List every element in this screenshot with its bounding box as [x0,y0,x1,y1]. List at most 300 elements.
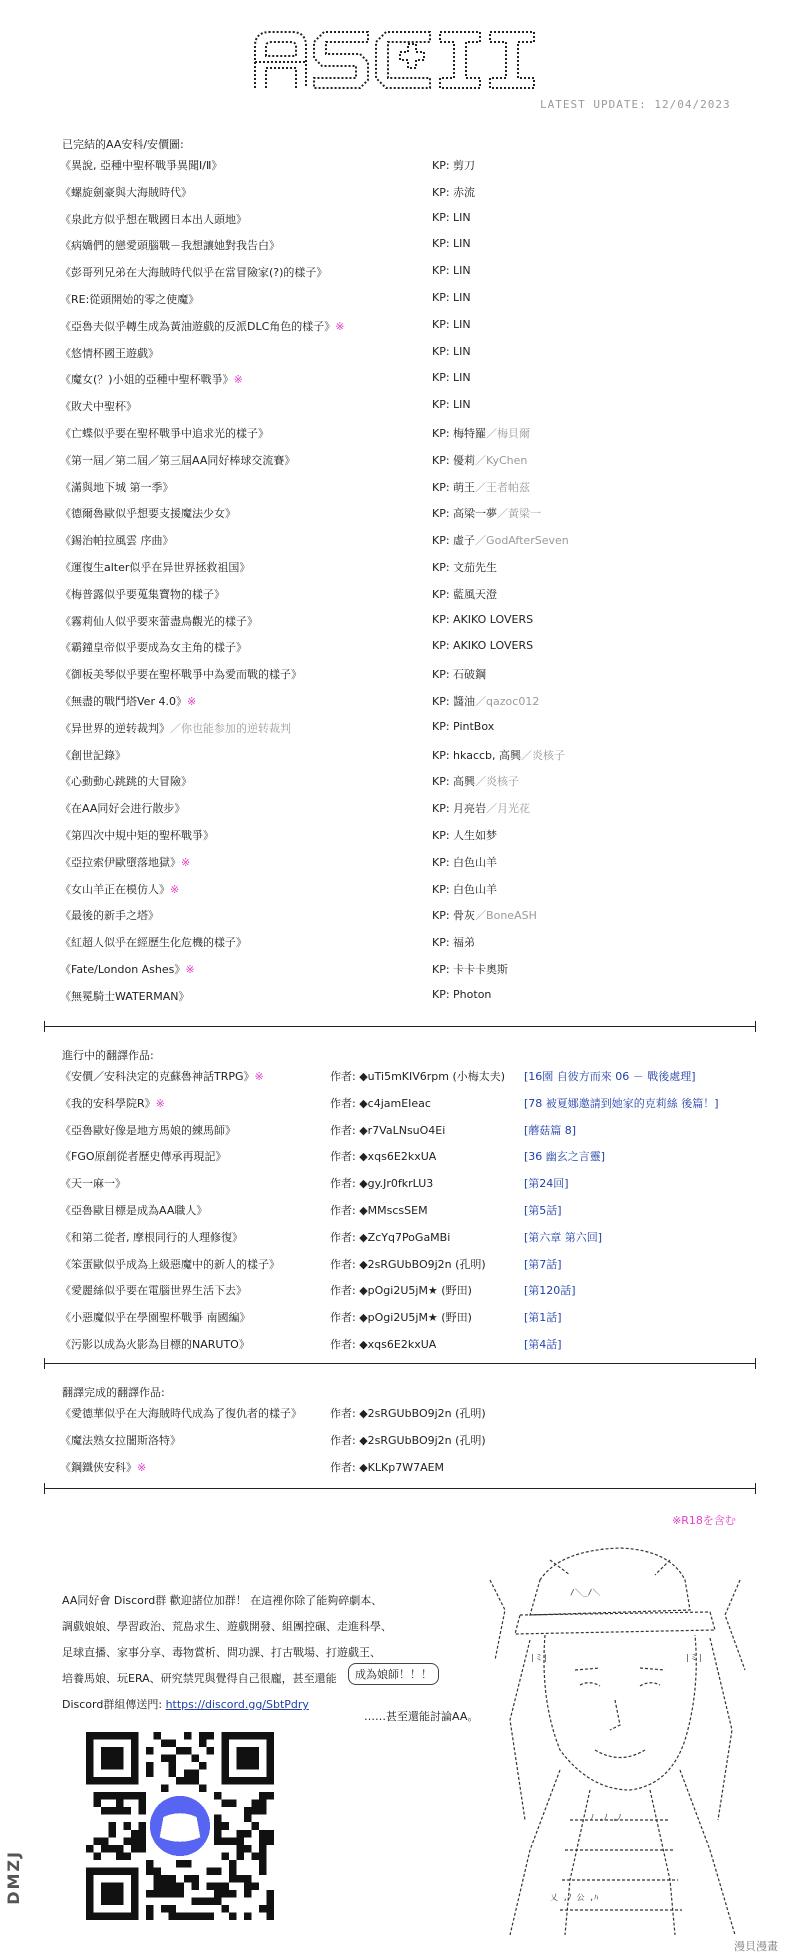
chapter-link[interactable]: [第24回] [524,1177,569,1191]
kp-main: KP: 石破鋼 [432,668,487,682]
qr-module [184,1860,192,1868]
qr-module [94,1852,102,1860]
ascii-art-character [470,1520,770,1940]
discord-link[interactable]: https://discord.gg/SbtPdry [165,1698,309,1711]
kp-main: KP: 白色山羊 [432,882,498,896]
qr-module [244,1912,252,1920]
qr-module [124,1792,132,1800]
work-title[interactable] [60,1068,264,1084]
kp-main: KP: LIN [432,291,471,304]
work-title-text: 《無冕騎士WATERMAN》 [60,989,190,1003]
list-item [60,747,760,767]
qr-module [124,1837,132,1845]
divider [44,1026,756,1027]
qr-finder-core [101,1882,124,1905]
qr-module [131,1792,139,1800]
qr-module [94,1792,102,1800]
qr-module [244,1815,252,1823]
qr-module [244,1830,252,1838]
work-title-text: 《在AA同好会进行散步》 [60,802,186,816]
qr-module [146,1770,154,1778]
qr-module [229,1912,237,1920]
qr-module [116,1800,124,1808]
qr-module [259,1905,267,1913]
qr-module [131,1830,139,1838]
work-title[interactable] [60,1405,302,1421]
qr-module [229,1890,237,1898]
kp-alias: ／王者帕茲 [475,480,531,494]
work-title-text: 《異說, 亞種中聖杯戰爭異聞Ⅰ/Ⅱ》 [60,159,223,172]
chapter-link[interactable]: [第7話] [524,1257,562,1271]
list-item [60,1229,760,1249]
list-item [60,773,760,793]
work-title[interactable] [60,773,192,789]
work-title[interactable] [60,961,195,977]
qr-module [266,1792,274,1800]
work-title-text: 《最後的新手之塔》 [60,909,159,923]
work-title[interactable] [60,318,345,334]
discord-logo-face [160,1813,201,1842]
qr-module [199,1912,207,1920]
qr-module [131,1837,139,1845]
qr-module [139,1837,147,1845]
work-title[interactable] [60,800,185,816]
r18-note: ※R18を含む [672,1514,736,1527]
kp-main: KP: 白色山羊 [432,855,498,869]
work-title-text: 《泉此方似乎想在戰國日本出人頭地》 [60,212,247,226]
speech-bubble: 成為娘師！！！ [348,1663,439,1685]
work-title[interactable] [60,1432,181,1448]
qr-module [176,1882,184,1890]
work-title[interactable] [60,934,247,950]
qr-module [266,1890,274,1898]
qr-module [101,1845,109,1853]
qr-module [221,1882,229,1890]
kp-main: KP: 梅特羅 [432,427,487,440]
kp-name [432,773,519,789]
work-title[interactable] [60,613,258,629]
qr-module [176,1912,184,1920]
qr-module [109,1830,117,1838]
qr-module [221,1800,229,1808]
work-title[interactable] [60,747,126,763]
kp-name [432,479,530,495]
kp-name [432,800,530,816]
qr-module [206,1867,214,1875]
qr-module [169,1762,177,1770]
qr-module [169,1755,177,1763]
qr-module [94,1800,102,1808]
qr-module [101,1807,109,1815]
list-item [60,157,760,177]
kp-alias: ／BoneASH [475,909,537,923]
kp-alias: ／炎核子 [521,748,566,762]
work-title-text: 《愛德華似乎在大海賊時代成為了復仇者的樣子》 [60,1407,302,1420]
kp-main: KP: 骨灰 [432,909,476,923]
kp-name [432,211,471,224]
work-title[interactable] [60,345,159,361]
qr-module [251,1882,259,1890]
kp-main: KP: 月亮岩 [432,802,487,816]
qr-module [139,1792,147,1800]
author-name: 作者: ◆r7VaLNsuO4Ei [330,1123,446,1137]
work-title-text: 《FGO原創從者歷史傳承再現記》 [60,1150,227,1164]
chapter-link[interactable]: [78 被夏娜邀請到她家的克莉絲 後篇！] [524,1096,719,1110]
qr-module [154,1875,162,1883]
work-title-note: ／你也能参加的逆转裁判 [170,721,291,735]
kp-main: KP: 高興 [432,775,476,789]
qr-module [139,1822,147,1830]
qr-module [184,1747,192,1755]
kp-main: KP: 人生如梦 [432,829,498,842]
kp-main: KP: hkaccb, 高興 [432,748,522,762]
qr-module [154,1882,162,1890]
work-title-text: 《安價／安科決定的克蘇魯神話TRPG》 [60,1070,255,1083]
work-title[interactable] [60,452,295,468]
work-title[interactable] [60,1122,236,1138]
work-title-text: 《御板美琴似乎要在聖杯戰爭中為愛而戰的樣子》 [60,668,302,682]
chapter-link[interactable]: [16園 自彼方而來 06 － 戰後處理] [524,1070,696,1083]
list-item [60,1309,760,1329]
work-title[interactable] [60,371,243,387]
work-title-text: 《心動動心跳跳的大冒險》 [60,775,192,789]
chapter-link[interactable]: [第120話] [524,1284,576,1298]
work-title-text: 《梅普露似乎要蒐集寶物的樣子》 [60,587,225,601]
list-item [60,452,760,472]
work-title[interactable] [60,1309,251,1325]
kp-name [432,452,527,468]
work-title-text: 《第四次中規中矩的聖杯戰爭》 [60,829,214,842]
work-title[interactable] [60,827,214,843]
work-title-text: 《魔女(？)小姐的亞種中聖杯戰爭》 [60,373,234,387]
work-title[interactable] [60,157,222,173]
qr-module [244,1807,252,1815]
work-title[interactable] [60,1256,280,1272]
kp-main: KP: AKIKO LOVERS [432,612,534,626]
kp-alias: ／GodAfterSeven [475,534,569,548]
kp-name [432,747,565,763]
qr-module [236,1852,244,1860]
kp-main: KP: 虛子 [432,534,476,548]
list-item [60,1148,760,1168]
kp-alias: ／炎核子 [475,775,520,789]
kp-name [432,425,530,441]
work-title[interactable] [60,720,291,736]
kp-name [432,988,491,1001]
qr-module [236,1830,244,1838]
list-item [60,211,760,231]
kp-main: KP: 剪刀 [432,159,476,172]
list-item [60,184,760,204]
work-title[interactable] [60,291,199,307]
qr-module [94,1837,102,1845]
author-name: 作者: ◆pOgi2U5jM★ (野田) [330,1284,472,1298]
chapter-link[interactable]: [36 幽玄之言靈] [524,1150,606,1164]
work-title[interactable] [60,988,190,1004]
kp-main: KP: 萌王 [432,480,476,494]
qr-module [214,1882,222,1890]
qr-module [146,1867,154,1875]
work-title[interactable] [60,907,159,923]
qr-module [139,1800,147,1808]
qr-module [244,1845,252,1853]
work-title[interactable] [60,425,269,441]
work-title-text: 《鋼鐵俠安科》 [60,1460,137,1474]
kp-main: KP: LIN [432,344,471,358]
qr-module [221,1837,229,1845]
list-item [60,318,760,338]
qr-module [221,1852,229,1860]
kp-main: KP: LIN [432,398,471,412]
kp-main: KP: 高梁一夢 [432,507,498,521]
kp-alias: ／qazoc012 [475,695,540,708]
work-title-text: 《亞魯歐目標是成為AA職人》 [60,1204,208,1217]
work-title[interactable] [60,1459,146,1475]
kp-main: KP: AKIKO LOVERS [432,639,534,653]
qr-module [206,1732,214,1740]
work-title[interactable] [60,479,174,495]
author-name: 作者: ◆uTi5mKIV6rpm (小梅太夫) [330,1070,506,1083]
qr-module [206,1882,214,1890]
qr-module [199,1740,207,1748]
qr-module [266,1905,274,1913]
list-item [60,1068,760,1088]
work-title[interactable] [60,505,236,521]
qr-module [259,1837,267,1845]
list-item [60,613,760,633]
list-item [60,827,760,847]
qr-module [259,1845,267,1853]
work-title-text: 《紅超人似乎在經歷生化危機的樣子》 [60,936,247,950]
qr-module [229,1800,237,1808]
qr-module [161,1755,169,1763]
kp-main: KP: 福弟 [432,936,476,950]
r18-mark: ※ [335,319,345,333]
qr-module [154,1867,162,1875]
kp-name [432,505,541,521]
qr-module [169,1875,177,1883]
work-title[interactable] [60,666,302,682]
qr-module [146,1890,154,1898]
work-title-text: 《亞拉索伊歐墮落地獄》 [60,855,181,869]
qr-module [221,1822,229,1830]
kp-name [432,666,486,682]
discord-line: 足球直播、家事分享、毒物賞析、問功課、打古戰場、打遊戲王、 [62,1646,381,1659]
work-title[interactable] [60,693,196,709]
list-item [60,345,760,365]
qr-module [124,1807,132,1815]
kp-name [432,693,539,709]
list-item [60,479,760,499]
work-title[interactable] [60,586,225,602]
r18-mark: ※ [155,1096,165,1110]
kp-main: KP: PintBox [432,719,495,733]
qr-module [251,1807,259,1815]
chapter-link[interactable]: [第4話] [524,1338,562,1351]
kp-name [432,157,475,173]
qr-module [191,1755,199,1763]
qr-module [221,1905,229,1913]
kp-name [432,613,533,626]
qr-module [146,1905,154,1913]
work-title-text: 《霧莉仙人似乎要來蕾盡鳥觀光的樣子》 [60,614,258,628]
chapter-link[interactable]: [第5話] [524,1204,562,1217]
list-item [60,1202,760,1222]
qr-module [229,1875,237,1883]
work-title-text: 《笨蛋歐似乎成為上級惡魔中的新人的樣子》 [60,1257,280,1271]
list-item [60,1122,760,1142]
work-title[interactable] [60,398,137,414]
qr-module [244,1890,252,1898]
work-title[interactable] [60,854,190,870]
qr-module [214,1867,222,1875]
qr-module [266,1830,274,1838]
qr-module [154,1890,162,1898]
qr-module [214,1822,222,1830]
discord-line: 調戲娘娘、學習政治、荒島求生、遊戲開發、組團控碾、走進科學、 [62,1620,392,1633]
qr-module [266,1897,274,1905]
qr-module [259,1830,267,1838]
qr-module [176,1747,184,1755]
list-item [60,505,760,525]
list-item [60,291,760,311]
discord-line: 培養馬娘、玩ERA、研究禁咒與覺得自己很龐，甚至還能 [62,1672,337,1685]
qr-module [251,1822,259,1830]
work-title-text: 《女山羊正在模仿人》 [60,882,170,896]
watermark: 漫貝漫畫 [734,1940,778,1953]
work-title[interactable] [60,211,247,227]
work-title-text: 《病嬌們的戀愛頭腦戰－我想讓她對我告白》 [60,239,280,253]
list-item [60,961,760,981]
work-title[interactable] [60,1148,227,1164]
kp-main: KP: LIN [432,237,471,251]
qr-module [116,1792,124,1800]
kp-name [432,264,471,277]
list-item [60,1405,760,1425]
divider [44,1488,756,1489]
qr-module [176,1860,184,1868]
work-title-text: 《亞魯歐好像是地方馬娘的練馬師》 [60,1123,236,1137]
work-title[interactable] [60,881,179,897]
work-title[interactable] [60,237,280,253]
work-title-text: 《無盡的戰鬥塔Ver 4.0》 [60,695,187,708]
list-item [60,907,760,927]
work-title[interactable] [60,184,192,200]
list-item [60,988,760,1008]
qr-module [266,1912,274,1920]
kp-main: KP: 卡卡卡奧斯 [432,963,509,976]
work-title[interactable] [60,1282,247,1298]
work-title-text: 《和第二從者, 摩根同行的人理修復》 [60,1230,243,1244]
finished-section-title: 翻譯完成的翻譯作品: [62,1386,165,1399]
qr-module [221,1890,229,1898]
work-title-text: 《創世記錄》 [60,748,126,762]
list-item [60,1282,760,1302]
chapter-link[interactable]: [第1話] [524,1311,562,1325]
qr-module [154,1732,162,1740]
qr-module [184,1777,192,1785]
qr-module [191,1770,199,1778]
qr-module [161,1905,169,1913]
list-item [60,586,760,606]
work-title[interactable] [60,532,174,548]
kp-name [432,237,471,250]
list-item [60,264,760,284]
work-title-text: 《我的安科學院R》 [60,1096,156,1110]
kp-alias: ／月光花 [486,802,531,816]
work-title-text: 《亡蝶似乎要在聖杯戰爭中追求光的樣子》 [60,427,269,440]
qr-module [259,1867,267,1875]
work-title[interactable] [60,1336,250,1352]
work-title-text: 《魔法熟女拉闍斯洛特》 [60,1433,181,1447]
kp-name [432,398,471,411]
qr-module [199,1762,207,1770]
list-item [60,666,760,686]
work-title[interactable] [60,639,247,655]
list-item [60,559,760,579]
kp-name [432,720,494,733]
r18-mark: ※ [185,963,195,976]
work-title[interactable] [60,1175,126,1191]
qr-module [146,1860,154,1868]
kp-alias: ／梅貝爾 [486,427,531,440]
qr-module [169,1770,177,1778]
qr-module [236,1845,244,1853]
kp-name [432,371,471,384]
work-title-text: 《錫治帕拉風雲 序曲》 [60,534,174,548]
list-item [60,854,760,874]
latest-update: LATEST UPDATE: 12/04/2023 [540,98,731,111]
qr-module [191,1875,199,1883]
qr-module [146,1762,154,1770]
qr-module [191,1897,199,1905]
qr-module [251,1800,259,1808]
qr-module [184,1770,192,1778]
work-title[interactable] [60,559,250,575]
qr-module [266,1837,274,1845]
qr-module [176,1890,184,1898]
qr-module [161,1875,169,1883]
kp-name [432,318,471,331]
qr-module [146,1747,154,1755]
list-item [60,1432,760,1452]
discord-qr-code[interactable] [86,1732,274,1920]
work-title[interactable] [60,264,327,280]
qr-module [199,1732,207,1740]
qr-module [101,1792,109,1800]
qr-module [139,1845,147,1853]
work-title[interactable] [60,1095,165,1111]
qr-module [229,1837,237,1845]
list-item [60,720,760,740]
qr-module [169,1905,177,1913]
chapter-link[interactable]: [蘑菇篇 8] [524,1123,577,1137]
qr-module [206,1897,214,1905]
kp-name [432,827,497,843]
chapter-link[interactable]: [第六章 第六回] [524,1230,603,1244]
qr-module [214,1890,222,1898]
qr-module [146,1912,154,1920]
author-name: 作者: ◆gy.Jr0fkrLU3 [330,1177,434,1191]
work-title-text: 《悠情杯國王遊戲》 [60,346,159,360]
ascii-art-graphic [470,1520,770,1940]
r18-mark: ※ [137,1460,147,1474]
qr-finder-core [101,1747,124,1770]
author-name: 作者: ◆MMscsSEM [330,1204,428,1217]
author-name: 作者: ◆KLKp7W7AEM [330,1460,445,1474]
work-title[interactable] [60,1229,243,1245]
work-title[interactable] [60,1202,207,1218]
